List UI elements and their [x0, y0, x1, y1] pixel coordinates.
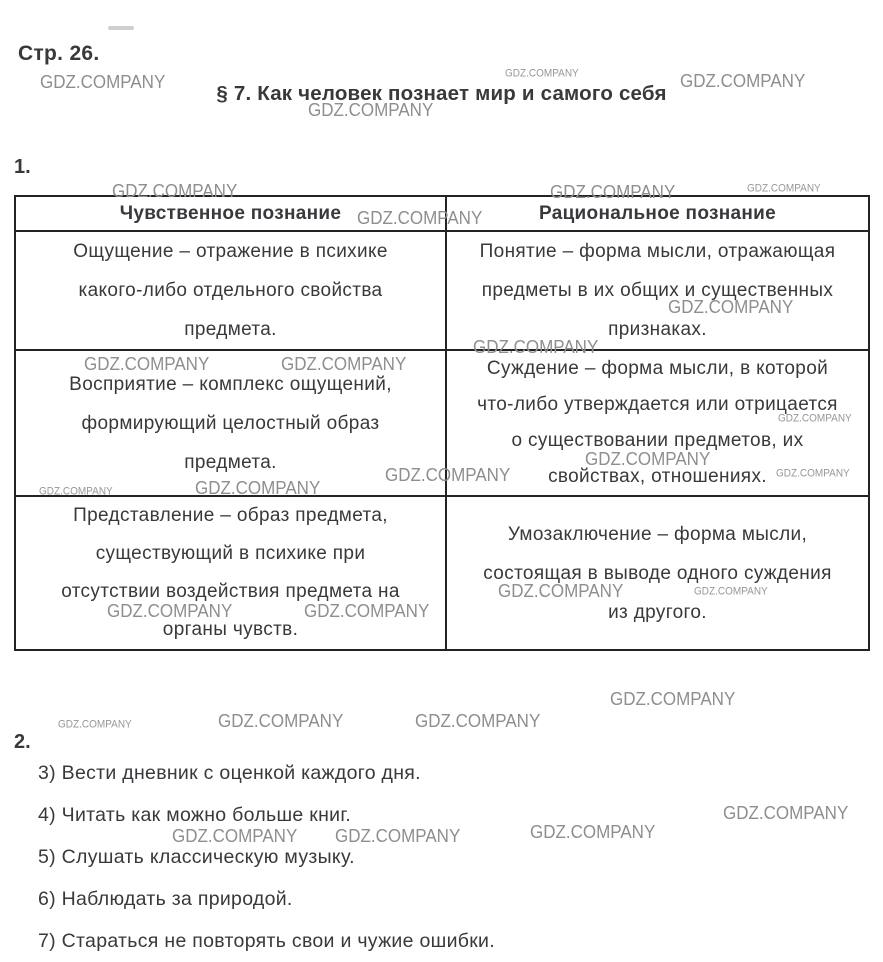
page-title: § 7. Как человек познает мир и самого себя [216, 82, 667, 105]
text-line: состоящая в выводе одного суждения [483, 562, 832, 584]
text-line: формирующий целостный образ [81, 412, 380, 434]
watermark-stamp: GDZ.COMPANY [39, 486, 113, 498]
scan-artifact [108, 26, 134, 30]
text-line: существующий в психике при [95, 543, 366, 564]
watermark-stamp: GDZ.COMPANY [308, 100, 434, 121]
text-line: какого-либо отдельного свойства [78, 280, 383, 301]
text-line: Ощущение – отражение в психике [73, 241, 388, 262]
text-line: Суждение – форма мысли, в которой [486, 358, 829, 379]
cell-concept-definition [446, 231, 869, 350]
table-row [15, 231, 869, 350]
table-header-row [15, 196, 869, 231]
watermark-stamp: GDZ.COMPANY [58, 719, 132, 731]
text-line: Понятие – форма мысли, отражающая [479, 241, 836, 262]
text-line: о существовании предметов, их [511, 430, 804, 451]
cell-inference-definition [446, 496, 869, 650]
text-line: из другого. [608, 601, 707, 623]
watermark-stamp: GDZ.COMPANY [668, 297, 794, 318]
text-line: что-либо утверждается или отрицается [477, 394, 838, 415]
answer-item: 3) Вести дневник с оценкой каждого дня. [38, 761, 421, 784]
watermark-stamp: GDZ.COMPANY [680, 71, 806, 92]
cognition-comparison-table [14, 195, 870, 651]
answer-item: 4) Читать как можно больше книг. [38, 803, 352, 826]
cell-sensation-definition [15, 231, 446, 350]
watermark-stamp: GDZ.COMPANY [112, 181, 238, 202]
watermark-stamp: GDZ.COMPANY [218, 711, 344, 732]
watermark-stamp: GDZ.COMPANY [195, 478, 321, 499]
watermark-stamp: GDZ.COMPANY [84, 354, 210, 375]
text-line: предмета. [184, 319, 277, 340]
watermark-stamp: GDZ.COMPANY [304, 601, 430, 622]
answer-item: 5) Слушать классическую музыку. [38, 845, 355, 868]
table-row [15, 496, 869, 650]
answer-list [38, 752, 495, 962]
watermark-stamp: GDZ.COMPANY [357, 208, 483, 229]
cell-judgement-definition [446, 350, 869, 496]
watermark-stamp: GDZ.COMPANY [335, 826, 461, 847]
answer-item: 7) Стараться не повторять свои и чужие ошибки. [38, 929, 495, 952]
watermark-stamp: GDZ.COMPANY [778, 413, 852, 425]
text-line: Восприятие – комплекс ощущений, [69, 373, 392, 395]
watermark-stamp: GDZ.COMPANY [776, 468, 850, 480]
text-line: отсутствии воздействия предмета на [61, 581, 400, 602]
watermark-stamp: GDZ.COMPANY [585, 449, 711, 470]
watermark-stamp: GDZ.COMPANY [415, 711, 541, 732]
watermark-stamp: GDZ.COMPANY [505, 68, 579, 80]
answer-item: 6) Наблюдать за природой. [38, 887, 293, 910]
watermark-stamp: GDZ.COMPANY [172, 826, 298, 847]
table-row [15, 350, 869, 496]
watermark-stamp: GDZ.COMPANY [498, 581, 624, 602]
column-header-rational: Рациональное познание [446, 196, 869, 231]
text-line: органы чувств. [162, 619, 299, 640]
cell-perception-definition [15, 350, 446, 496]
task-number-1: 1. [14, 156, 31, 178]
watermark-stamp: GDZ.COMPANY [281, 354, 407, 375]
watermark-stamp: GDZ.COMPANY [550, 182, 676, 203]
page-number-label: Стр. 26. [18, 42, 100, 65]
text-line: признаках. [608, 319, 707, 340]
watermark-stamp: GDZ.COMPANY [747, 183, 821, 195]
watermark-stamp: GDZ.COMPANY [610, 689, 736, 710]
watermark-stamp: GDZ.COMPANY [385, 465, 511, 486]
watermark-stamp: GDZ.COMPANY [473, 337, 599, 358]
watermark-stamp: GDZ.COMPANY [107, 601, 233, 622]
cell-representation-definition [15, 496, 446, 650]
text-line: Представление – образ предмета, [73, 505, 388, 526]
text-line: свойствах, отношениях. [548, 466, 767, 487]
text-line: предметы в их общих и существенных [481, 280, 834, 301]
text-line: предмета. [184, 451, 277, 473]
column-header-sensory: Чувственное познание [15, 196, 446, 231]
watermark-stamp: GDZ.COMPANY [40, 72, 166, 93]
text-line: Умозаключение – форма мысли, [507, 523, 808, 545]
task-number-2: 2. [14, 731, 31, 753]
watermark-stamp: GDZ.COMPANY [694, 586, 768, 598]
watermark-stamp: GDZ.COMPANY [723, 803, 849, 824]
watermark-stamp: GDZ.COMPANY [530, 822, 656, 843]
